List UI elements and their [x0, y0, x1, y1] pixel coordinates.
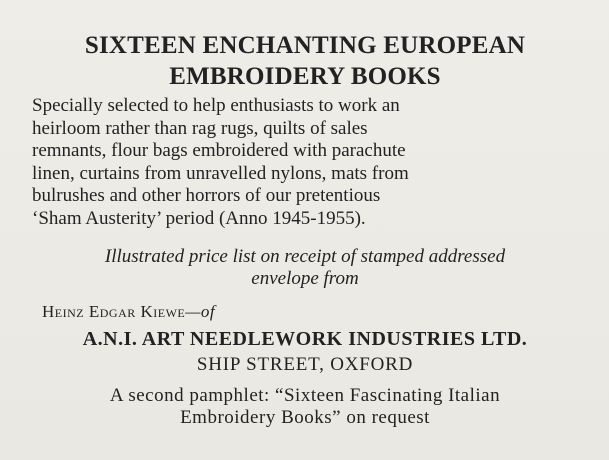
- price-list-notice: [32, 246, 578, 290]
- company-name: A.N.I. ART NEEDLEWORK INDUSTRIES LTD.: [82, 328, 528, 350]
- ad-description: [32, 95, 578, 230]
- description-line: heirloom rather than rag rugs, quilts of sales: [32, 117, 368, 139]
- company-address: SHIP STREET, OXFORD: [196, 354, 414, 375]
- ad-title: [32, 30, 578, 92]
- description-line: remnants, flour bags embroidered with parachute: [32, 140, 406, 161]
- description-line: bulrushes and other horrors of our pretentious: [32, 185, 381, 206]
- author-suffix: —of: [185, 302, 216, 321]
- ad-title-line-1: SIXTEEN ENCHANTING EUROPEAN: [84, 32, 526, 59]
- description-line: linen, curtains from unravelled nylons, mats from: [32, 162, 409, 184]
- description-line: ‘Sham Austerity’ period (Anno 1945-1955).: [32, 207, 366, 229]
- second-pamphlet-line-2: Embroidery Books” on request: [180, 407, 430, 428]
- ad-title-line-2: EMBROIDERY BOOKS: [169, 63, 441, 90]
- second-pamphlet-notice: [32, 385, 578, 429]
- second-pamphlet-line-1: A second pamphlet: “Sixteen Fascinating Italian: [109, 385, 501, 406]
- author-line: [42, 302, 588, 322]
- author-name: Heinz Edgar Kiewe: [42, 302, 186, 321]
- price-list-line-1: Illustrated price list on receipt of stamped addressed: [104, 246, 506, 267]
- description-line: Specially selected to help enthusiasts to work an: [32, 95, 400, 116]
- price-list-line-2: envelope from: [251, 268, 359, 289]
